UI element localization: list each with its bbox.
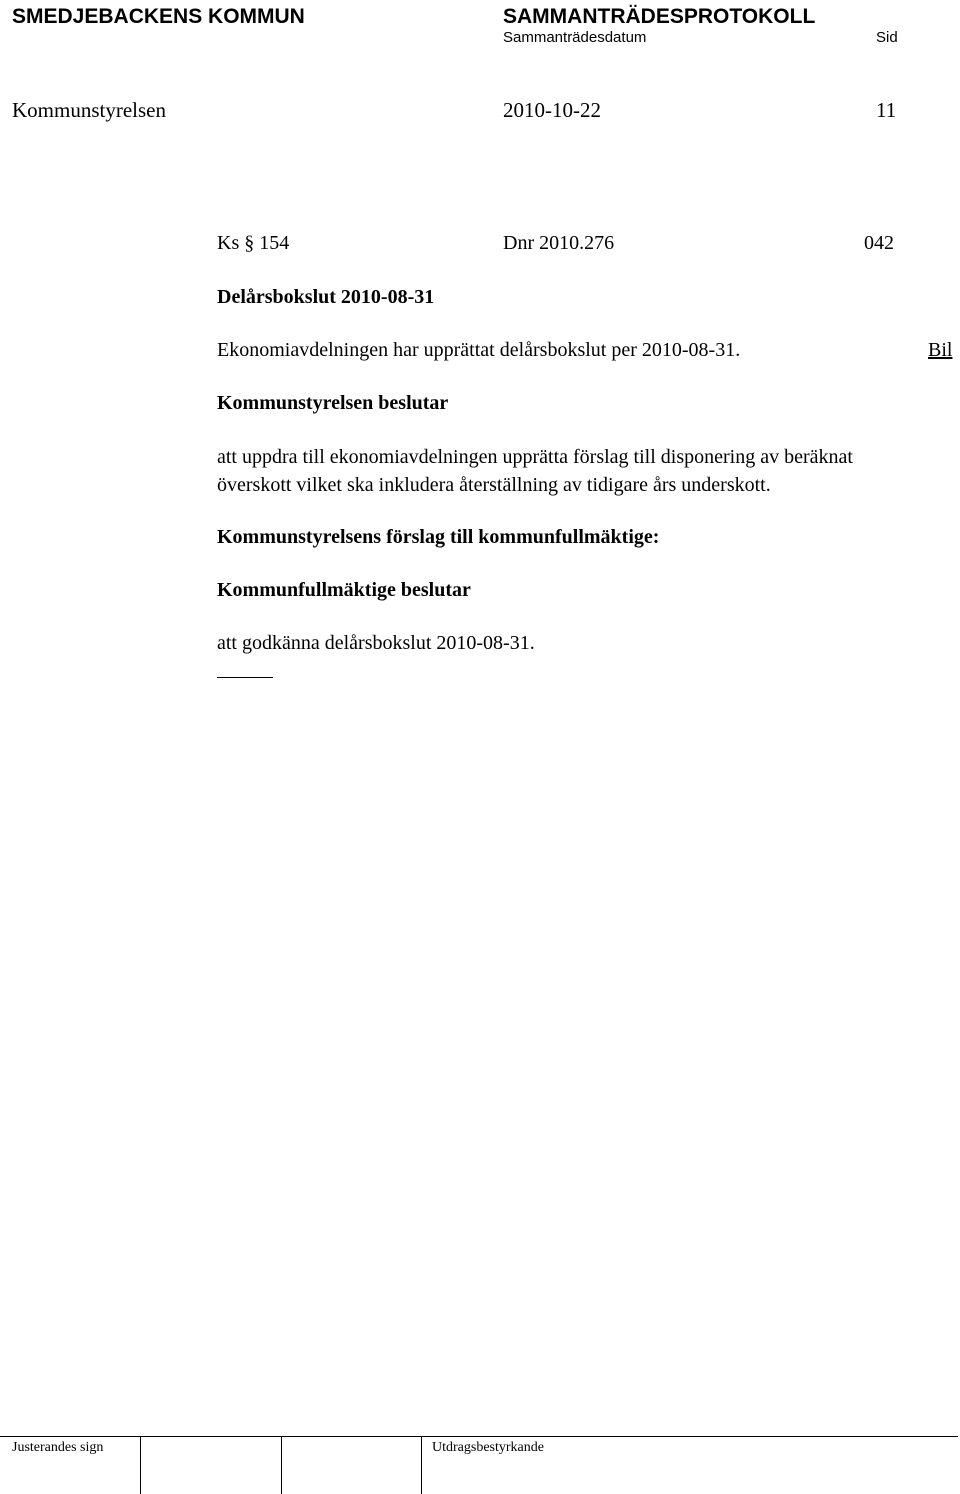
footer-cell-divider-1 — [140, 1437, 141, 1494]
municipality-name: SMEDJEBACKENS KOMMUN — [12, 5, 305, 28]
end-rule — [217, 677, 273, 678]
committee-name: Kommunstyrelsen — [12, 98, 166, 122]
attachment-link[interactable]: Bil — [928, 339, 953, 361]
case-title: Delårsbokslut 2010-08-31 — [217, 286, 435, 308]
document-type: SAMMANTRÄDESPROTOKOLL — [503, 5, 816, 28]
diary-number: Dnr 2010.276 — [503, 232, 615, 254]
meeting-date: 2010-10-22 — [503, 98, 601, 122]
meeting-date-label: Sammanträdesdatum — [503, 29, 647, 46]
page-label: Sid — [876, 29, 898, 46]
page-number: 11 — [876, 98, 897, 122]
certification-label: Utdragsbestyrkande — [432, 1440, 544, 1455]
signature-label: Justerandes sign — [12, 1440, 104, 1455]
footer-divider — [0, 1436, 958, 1437]
case-code: 042 — [864, 232, 894, 254]
decision-line-1: att uppdra till ekonomiavdelningen upprätta förslag till disponering av beräknat — [217, 446, 853, 468]
case-intro: Ekonomiavdelningen har upprättat delårsbokslut per 2010-08-31. — [217, 339, 741, 361]
footer-cell-divider-3 — [421, 1437, 422, 1494]
proposal-heading: Kommunstyrelsens förslag till kommunfullmäktige: — [217, 526, 660, 548]
decision-heading: Kommunstyrelsen beslutar — [217, 392, 449, 414]
section-number: Ks § 154 — [217, 232, 290, 254]
footer-cell-divider-2 — [281, 1437, 282, 1494]
council-heading: Kommunfullmäktige beslutar — [217, 579, 471, 601]
decision-line-2: överskott vilket ska inkludera återställning av tidigare års underskott. — [217, 474, 771, 496]
council-decision: att godkänna delårsbokslut 2010-08-31. — [217, 632, 535, 654]
